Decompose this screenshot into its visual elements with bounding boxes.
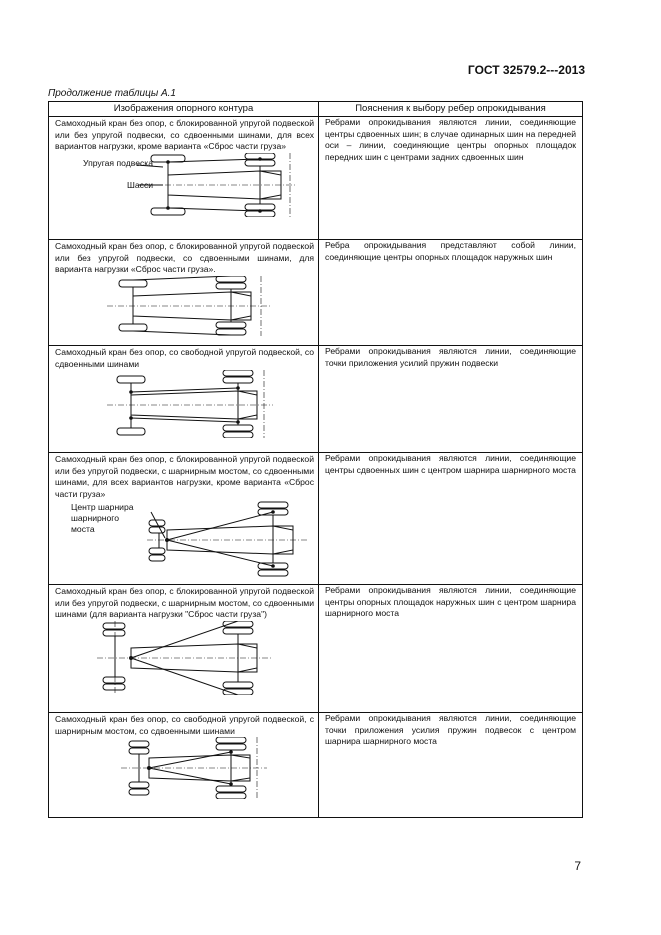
table-row bbox=[49, 585, 583, 713]
row-description: Самоходный кран без опор, со свободной упругой подвеской, со сдвоенными шинами bbox=[55, 347, 314, 369]
row-description: Самоходный кран без опор, с блокированной упругой подвеской или без упругой подвески, с шарнирным мостом, со сдвоенными шинами (для варианта нагрузки "Сброс части груза") bbox=[55, 586, 314, 620]
row-explanation: Ребрами опрокидывания являются линии, соединяющие точки приложения усилия пружин подвесок с центром шарнира шарнирного моста bbox=[319, 713, 583, 818]
support-contour-diagram bbox=[51, 500, 317, 578]
row-explanation: Ребра опрокидывания представляют собой линии, соединяющие центры опорных площадок наружных шин bbox=[319, 240, 583, 346]
header-images: Изображения опорного контура bbox=[49, 102, 319, 117]
row-explanation: Ребрами опрокидывания являются линии, соединяющие центры опорных площадок наружных шин с центром шарнира шарнирного моста bbox=[319, 585, 583, 713]
table-row bbox=[49, 713, 583, 818]
image-cell bbox=[49, 713, 319, 818]
row-description: Самоходный кран без опор, с блокированной упругой подвеской или без упругой подвески, с шарнирным мостом, со сдвоенными шинами, для всех вариантов нагрузки, кроме варианта «Сброс части груза» bbox=[55, 454, 314, 499]
row-explanation: Ребрами опрокидывания являются линии, соединяющие центры сдвоенных шин; в случае одинарных шин на передней оси – линии, соединяющие центры опорных площадок передних шин с центрами задних сдвоенных шин bbox=[319, 117, 583, 240]
table-row bbox=[49, 117, 583, 240]
image-cell bbox=[49, 117, 319, 240]
label-chassis: Шасси bbox=[127, 179, 154, 190]
row-explanation: Ребрами опрокидывания являются линии, соединяющие центры сдвоенных шин с центром шарнира шарнирного моста bbox=[319, 453, 583, 585]
support-contour-diagram bbox=[51, 621, 317, 695]
standard-number: ГОСТ 32579.2---2013 bbox=[467, 63, 585, 77]
label-hinge-center: Центр шарнира шарнирного моста bbox=[71, 502, 134, 535]
image-cell bbox=[49, 585, 319, 713]
tipping-edges-table bbox=[48, 101, 583, 818]
row-description: Самоходный кран без опор, с блокированной упругой подвеской или без упругой подвески, со сдвоенными шинами, для всех вариантов нагрузки, кроме варианта «Сброс части груза» bbox=[55, 118, 314, 152]
header-explanations: Пояснения к выбору ребер опрокидывания bbox=[319, 102, 583, 117]
page-number: 7 bbox=[574, 859, 581, 873]
row-explanation: Ребрами опрокидывания являются линии, соединяющие точки приложения усилий пружин подвески bbox=[319, 346, 583, 453]
image-cell bbox=[49, 453, 319, 585]
support-contour-diagram bbox=[51, 737, 317, 799]
row-description: Самоходный кран без опор, с блокированной упругой подвеской или без упругой подвески, со сдвоенными шинами, для варианта нагрузки «Сброс части груза». bbox=[55, 241, 314, 275]
image-cell bbox=[49, 240, 319, 346]
support-contour-diagram bbox=[51, 276, 317, 336]
image-cell bbox=[49, 346, 319, 453]
label-elastic-suspension: Упругая подвеска bbox=[83, 157, 154, 168]
table-header-row bbox=[49, 102, 583, 117]
row-description: Самоходный кран без опор, со свободной упругой подвеской, с шарнирным мостом, со сдвоенными шинами bbox=[55, 714, 314, 736]
table-row bbox=[49, 453, 583, 585]
table-row bbox=[49, 240, 583, 346]
support-contour-diagram bbox=[51, 153, 317, 217]
table-row bbox=[49, 346, 583, 453]
table-caption: Продолжение таблицы А.1 bbox=[48, 88, 176, 99]
support-contour-diagram bbox=[51, 370, 317, 438]
